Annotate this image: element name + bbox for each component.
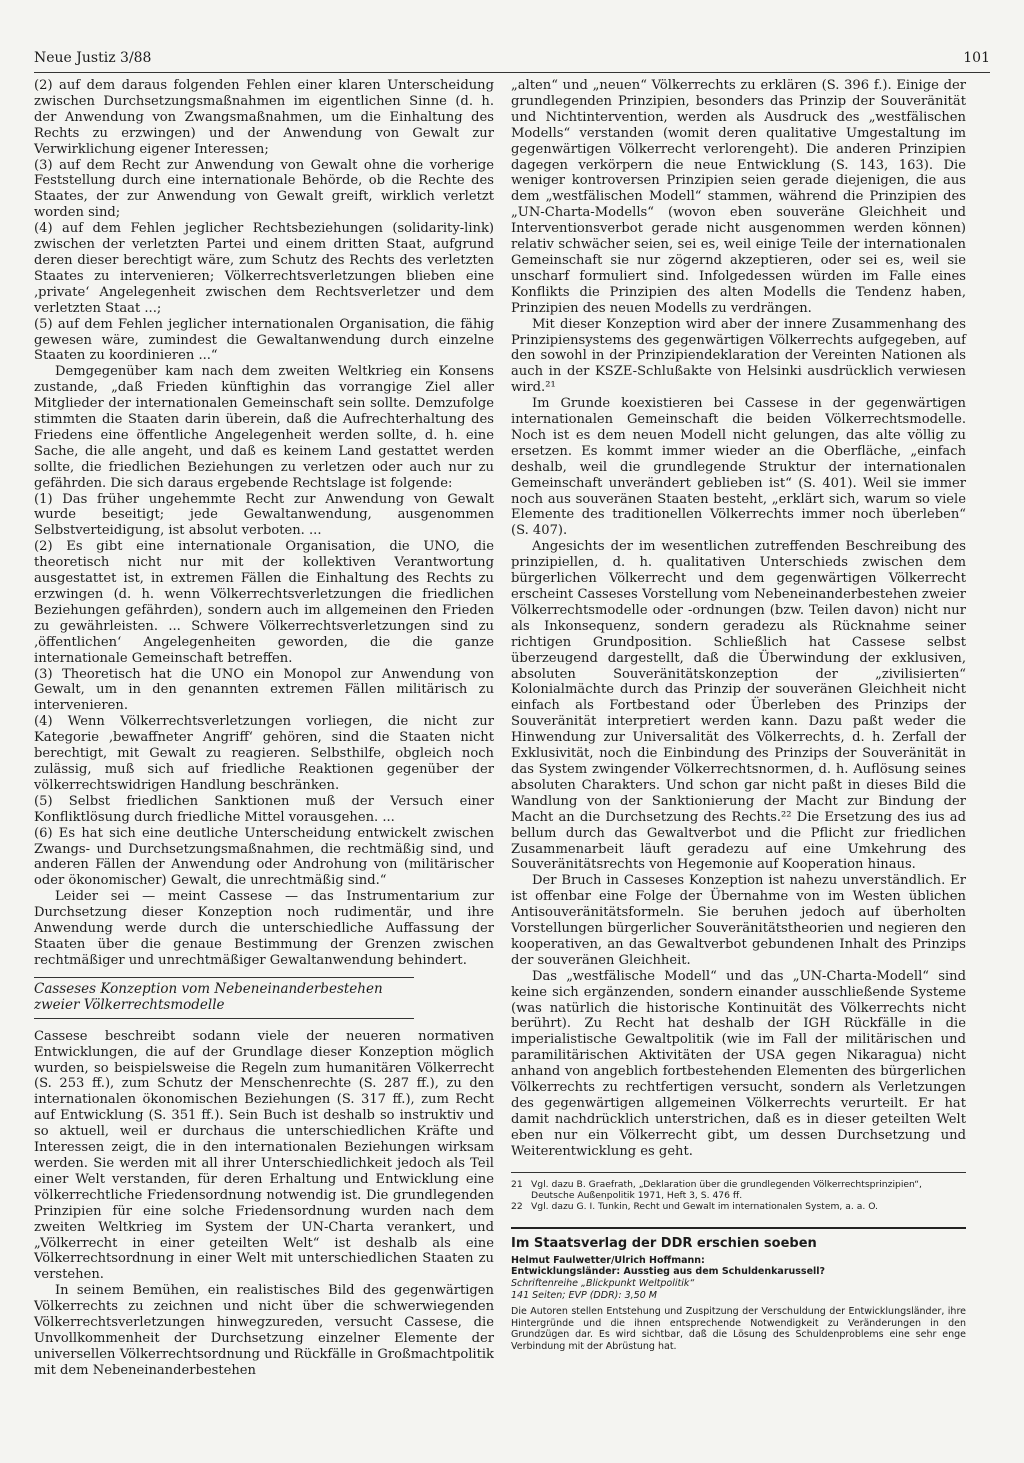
publisher-ad [511,1227,966,1353]
footnote-text: Vgl. dazu B. Graefrath, „Deklaration über die grundlegenden Völkerrechtsprinzipien“, Deutsche Außenpolitik 1971, Heft 3, S. 476 ff. [531,1178,922,1202]
ad-series: Schriftenreihe „Blickpunkt Weltpolitik“ [511,1278,695,1290]
paragraph: (2) Es gibt eine internationale Organisation, die UNO, die theoretisch nicht nur mit der kollektiven Verantwortung ausgestattet ist, in extremen Fällen die Einhaltung des Rechts zu erzwingen (d. h. wenn Völkerrechtsverletzungen die friedlichen Beziehungen gefährden), sondern auch im allgemeinen den Frieden zu gewährleisten. ... Schwere Völkerrechtsverletzungen sind zu ‚öffentlichen‘ Angelegenheiten geworden, die die ganze internationale Gemeinschaft betreffen. [34,539,494,666]
page-header [34,50,990,73]
ad-details: 141 Seiten; EVP (DDR): 3,50 M [511,1289,657,1301]
page-number: 101 [963,50,990,66]
paragraph: (1) Das früher ungehemmte Recht zur Anwendung von Gewalt wurde beseitigt; jede Gewaltanwendung, ausgenommen Selbstverteidigung, ist absolut verboten. ... [34,491,494,539]
footnote-text: Vgl. dazu G. I. Tunkin, Recht und Gewalt im internationalen System, a. a. O. [531,1201,878,1213]
paragraph: Im Grunde koexistieren bei Cassese in der gegenwärtigen internationalen Gemeinschaft die beiden Völkerrechtsmodelle. Noch ist es dem neuen Modell nicht gelungen, das alte völlig zu ersetzen. Es kommt immer wieder an die Oberfläche, „einfach deshalb, weil die grundlegende Struktur der internationalen Gemeinschaft unverändert geblieben ist“ (S. 401). Weil sie immer noch aus souveränen Staaten besteht, „erklärt sich, warum so viele Elemente des traditionellen Völkerrechts immer noch überleben“ (S. 407). [511,396,966,539]
left-column [34,78,494,1379]
footnote [511,1179,966,1202]
paragraph: Leider sei — meint Cassese — das Instrumentarium zur Durchsetzung dieser Konzeption noch rudimentär, und ihre Anwendung werde durch die unterschiedliche Auffassung der Staaten über die genaue Bestimmung der Grenzen zwischen rechtmäßiger und unrechtmäßiger Gewaltanwendung behindert. [34,889,494,968]
paragraph: (4) Wenn Völkerrechtsverletzungen vorliegen, die nicht zur Kategorie ‚bewaffneter Angriff‘ gehören, sind die Staaten nicht berechtigt, mit Gewalt zu reagieren. Selbsthilfe, obgleich noch zulässig, muß sich auf friedliche Reaktionen gegenüber der völkerrechtswidrigen Handlung beschränken. [34,714,494,793]
footnote [511,1201,966,1212]
journal-title: Neue Justiz 3/88 [34,50,152,66]
ad-authors: Helmut Faulwetter/Ulrich Hoffmann: [511,1254,705,1266]
paragraph: (5) Selbst friedlichen Sanktionen muß der Versuch einer Konfliktlösung durch friedliche Mittel vorausgehen. ... [34,793,494,825]
paragraph: Der Bruch in Casseses Konzeption ist nahezu unverständlich. Er ist offenbar eine Folge der Übernahme von im Westen üblichen Antisouveränitätsformeln. Sie beruhen jedoch auf überholten Vorstellungen bürgerlicher Souveränitätstheorien und negieren den kooperativen, an das Gewaltverbot gebundenen Inhalt des Prinzips der souveränen Gleichheit. [511,873,966,968]
ad-book-title: Entwicklungsländer: Ausstieg aus dem Schuldenkarussell? [511,1266,826,1278]
paragraph: (3) Theoretisch hat die UNO ein Monopol zur Anwendung von Gewalt, um in den genannten extremen Fällen militärisch zu intervenieren. [34,666,494,714]
section-heading: Casseses Konzeption vom Nebeneinanderbestehen zweier Völkerrechtsmodelle [34,977,414,1019]
paragraph: (5) auf dem Fehlen jeglicher internationalen Organisation, die fähig gewesen wäre, zumindest die Gewaltanwendung durch einzelne Staaten zu koordinieren ...“ [34,316,494,364]
paragraph: (3) auf dem Recht zur Anwendung von Gewalt ohne die vorherige Feststellung durch eine internationale Behörde, ob die Rechte des Staates, der zur Anwendung von Gewalt greift, wirklich verletzt worden sind; [34,157,494,221]
footnote-number: 21 [511,1178,523,1190]
paragraph: (2) auf dem daraus folgenden Fehlen einer klaren Unterscheidung zwischen Durchsetzungsmaßnahmen im eigentlichen Sinne (d. h. der Anwendung von Zwangsmaßnahmen, um die Einhaltung des Rechts zu erzwingen) und der Anwendung von Gewalt zur Verwirklichung eigener Interessen; [34,78,494,157]
right-column [511,78,966,1353]
paragraph: Cassese beschreibt sodann viele der neueren normativen Entwicklungen, die auf der Grundlage dieser Konzeption möglich wurden, so beispielsweise die Regeln zum humanitären Völkerrecht (S. 253 ff.), zum Schutz der Menschenrechte (S. 287 ff.), zu den internationalen ökonomischen Beziehungen (S. 317 ff.), zum Recht auf Entwicklung (S. 351 ff.). Sein Buch ist deshalb so instruktiv und so aktuell, weil er durchaus die unterschiedlichen Kräfte und Interessen zeigt, die in den internationalen Beziehungen wirksam werden. Sie werden mit all ihrer Unterschiedlichkeit jedoch als Teil einer Welt verstanden, für deren Erhaltung und Entwicklung eine völkerrechtliche Friedensordnung notwendig ist. Die grundlegenden Prinzipien für eine solche Friedensordnung wurden nach dem zweiten Weltkrieg im System der UN-Charta verankert, und „Völkerrecht in einer geteilten Welt“ ist deshalb als eine Völkerrechtsordnung in einer Welt mit unterschiedlichen Staaten zu verstehen. [34,1028,494,1283]
paragraph: „alten“ und „neuen“ Völkerrechts zu erklären (S. 396 f.). Einige der grundlegenden Prinzipien, besonders das Prinzip der Souveränität und Nichtintervention, werden als Ausdruck des „westfälischen Modells“ verstanden (womit deren qualitative Umgestaltung im gegenwärtigen Völkerrecht verlorengeht). Die anderen Prinzipien dagegen verkörpern die neue Entwicklung (S. 143, 163). Die weniger kontroversen Prinzipien seien gerade diejenigen, die aus dem „westfälischen Modell“ stammen, während die Prinzipien des „UN-Charta-Modells“ (wovon eben souveräne Gleichheit und Interventionsverbot gerade nicht ausgenommen werden können) relativ schwächer seien, sei es, weil einige Teile der internationalen Gemeinschaft sie nur zögernd akzeptieren, oder sei es, weil sie unscharf formuliert sind. Infolgedessen würden im Falle eines Konflikts die Prinzipien des alten Modells die Tendenz haben, Prinzipien des neuen Modells zu verdrängen. [511,78,966,316]
paragraph: Angesichts der im wesentlichen zutreffenden Beschreibung des prinzipiellen, d. h. qualitativen Unterschieds zwischen dem bürgerlichen Völkerrecht und dem gegenwärtigen Völkerrecht erscheint Casseses Vorstellung vom Nebeneinanderbestehen zweier Völkerrechtsmodelle oder -ordnungen (bzw. Teilen davon) nicht nur als Inkonsequenz, sondern geradezu als Rücknahme seiner richtigen Grundposition. Schließlich hat Cassese selbst überzeugend dargestellt, daß die Überwindung der exklusiven, absoluten Souveränitätskonzeption der „zivilisierten“ Kolonialmächte durch das Prinzip der souveränen Gleichheit nicht einfach als Fortbestand oder Überleben des Prinzips der Souveränität interpretiert werden kann. Dazu paßt weder die Hinwendung zur Universalität des Völkerrechts, d. h. Zerfall der Exklusivität, noch die Einbindung des Prinzips der Souveränität in das System zwingender Völkerrechtsnormen, d. h. Auflösung seines absoluten Charakters. Und schon gar nicht paßt in dieses Bild die Wandlung von der Sanktionierung der Macht zur Bindung der Macht an die Durchsetzung des Rechts.²² Die Ersetzung des ius ad bellum durch das Gewaltverbot und die Pflicht zur friedlichen Zusammenarbeit läuft geradezu auf eine Umkehrung des Souveränitätsrechts von Hegemonie auf Kooperation hinaus. [511,539,966,873]
paragraph: Das „westfälische Modell“ und das „UN-Charta-Modell“ sind keine sich ergänzenden, sondern einander ausschließende Systeme (was natürlich die historische Kontinuität des Völkerrechts nicht berührt). Zu Recht hat deshalb der IGH Rückfälle in die imperialistische Gewaltpolitik (wie im Fall der militärischen und paramilitärischen Aktivitäten der USA gegen Nikaragua) nicht anhand von angeblich fortbestehenden Elementen des bürgerlichen Völkerrechts zu rechtfertigen versucht, sondern als Verletzungen des gegenwärtigen allgemeinen Völkerrechts verurteilt. Er hat damit nachdrücklich unterstrichen, daß es in dieser geteilten Welt eben nur ein Völkerrecht gibt, um dessen Durchsetzung und Weiterentwicklung es geht. [511,968,966,1159]
footnote-number: 22 [511,1201,523,1213]
ad-title: Im Staatsverlag der DDR erschien soeben [511,1235,817,1251]
paragraph: Mit dieser Konzeption wird aber der innere Zusammenhang des Prinzipiensystems des gegenwärtigen Völkerrechts aufgegeben, auf den sowohl in der Prinzipiendeklaration der Vereinten Nationen als auch in der KSZE-Schlußakte von Helsinki ausdrücklich verwiesen wird.²¹ [511,316,966,396]
paragraph: (4) auf dem Fehlen jeglicher Rechtsbeziehungen (solidarity-link) zwischen der verletzten Partei und einem dritten Staat, aufgrund deren dieser berechtigt wäre, zum Schutz des Rechts des verletzten Staates zu intervenieren; Völkerrechtsverletzungen blieben eine ‚private‘ Angelegenheit zwischen dem Rechtsverletzer und dem verletzten Staat ...; [34,221,494,316]
paragraph: Demgegenüber kam nach dem zweiten Weltkrieg ein Konsens zustande, „daß Frieden künftighin das vorrangige Ziel aller Mitglieder der internationalen Gemeinschaft sein sollte. Demzufolge stimmten die Staaten darin überein, daß die Aufrechterhaltung des Friedens eine öffentliche Angelegenheit werden sollte, d. h. eine Sache, die alle angeht, und daß es keinem Land gestattet werden sollte, die friedlichen Beziehungen zu verletzen oder auch nur zu gefährden. Die sich daraus ergebende Rechtslage ist folgende: [34,364,494,491]
paragraph: In seinem Bemühen, ein realistisches Bild des gegenwärtigen Völkerrechts zu zeichnen und nicht über die schwerwiegenden Völkerrechtsverletzungen hinwegzureden, versucht Cassese, die Unvollkommenheit der Durchsetzung einzelner Elemente der universellen Völkerrechtsordnung und Rückfälle in Großmachtpolitik mit dem Nebeneinanderbestehen [34,1283,494,1378]
footnotes [511,1172,966,1213]
ad-description: Die Autoren stellen Entstehung und Zuspitzung der Verschuldung der Entwicklungsländer, ihre Hintergründe und die ihnen entsprechende Notwendigkeit zu Veränderungen in den Grundzügen dar. Es wird sichtbar, daß die Lösung des Schuldenproblems eine sehr enge Verbindung mit der Abrüstung hat. [511,1306,966,1352]
paragraph: (6) Es hat sich eine deutliche Unterscheidung entwickelt zwischen Zwangs- und Durchsetzungsmaßnahmen, die rechtmäßig sind, und anderen Fällen der Anwendung oder Androhung von (militärischer oder ökonomischer) Gewalt, die unrechtmäßig sind.“ [34,825,494,889]
